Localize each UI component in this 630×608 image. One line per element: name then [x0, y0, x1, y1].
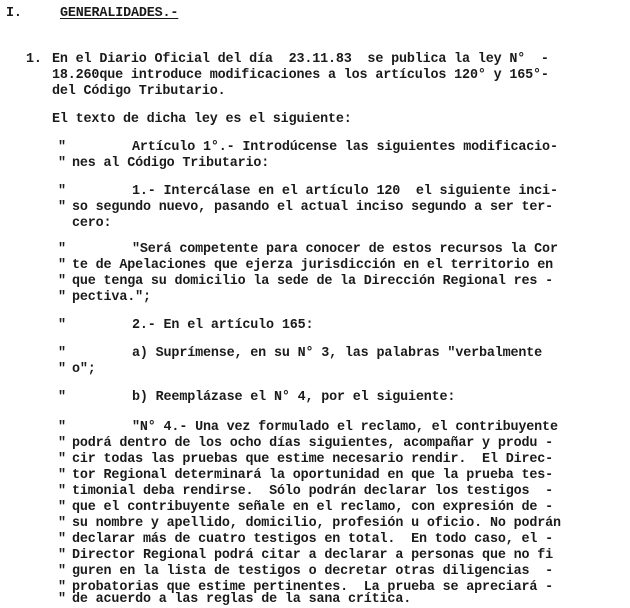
intro-text: El texto de dicha ley es el siguiente: — [52, 112, 352, 127]
item1-line-3: del Código Tributario. — [52, 84, 226, 99]
mod1-text-line-4: pectiva."; — [72, 290, 151, 305]
quote-mark: " — [58, 156, 67, 171]
n4-line-9: Director Regional podrá citar a declarar a personas que no fi — [72, 548, 554, 563]
n4-line-12: de acuerdo a las reglas de la sana crítica. — [72, 592, 412, 607]
mod2a-line-1: a) Suprímense, en su N° 3, las palabras "verbalmente — [132, 346, 543, 361]
quote-mark: " — [58, 274, 67, 289]
quote-mark: " — [58, 532, 67, 547]
mod2-line: 2.- En el artículo 165: — [132, 318, 314, 333]
quote-mark: " — [58, 290, 67, 305]
quote-mark: " — [58, 548, 67, 563]
quote-mark: " — [58, 452, 67, 467]
quote-mark: " — [58, 592, 67, 607]
article-line-1: Artículo 1°.- Introdúcense las siguientes modificacio- — [132, 140, 558, 155]
n4-line-7: su nombre y apellido, domicilio, profesión u oficio. No podrán — [72, 516, 561, 531]
item-number: 1. — [26, 52, 42, 67]
quote-mark: " — [58, 258, 67, 273]
quote-mark: " — [58, 318, 67, 333]
quote-mark: " — [58, 564, 67, 579]
section-numeral: I. — [6, 6, 22, 21]
quote-mark: " — [58, 346, 67, 361]
quote-mark: " — [58, 436, 67, 451]
n4-line-3: cir todas las pruebas que estime necesario rendir. El Direc- — [72, 452, 554, 467]
quote-mark: " — [58, 140, 67, 155]
mod1-text-line-2: te de Apelaciones que ejerza jurisdicción en el territorio en — [72, 258, 554, 273]
quote-mark: " — [58, 500, 67, 515]
n4-line-6: que el contribuyente señale en el reclamo, con expresión de - — [72, 500, 554, 515]
quote-mark: " — [58, 580, 67, 595]
quote-mark: " — [58, 484, 67, 499]
quote-mark: " — [58, 420, 67, 435]
mod1-line-2: so segundo nuevo, pasando el actual inciso segundo a ser ter- — [72, 200, 554, 215]
quote-mark: " — [58, 390, 67, 405]
item1-line-1: En el Diario Oficial del día 23.11.83 se publica la ley N° - — [52, 52, 549, 67]
mod2a-line-2: o"; — [72, 362, 96, 377]
n4-line-5: timonial deba rendirse. Sólo podrán declarar los testigos - — [72, 484, 554, 499]
mod1-line-3: cero: — [72, 216, 112, 231]
quote-mark: " — [58, 184, 67, 199]
article-line-2: nes al Código Tributario: — [72, 156, 270, 171]
n4-line-1: "N° 4.- Una vez formulado el reclamo, el contribuyente — [132, 420, 558, 435]
n4-line-4: tor Regional determinará la oportunidad en que la prueba tes- — [72, 468, 554, 483]
quote-mark: " — [58, 200, 67, 215]
n4-line-10: guren en la lista de testigos o decretar otras diligencias - — [72, 564, 554, 579]
quote-mark: " — [58, 516, 67, 531]
quote-mark: " — [58, 242, 67, 257]
quote-mark: " — [58, 362, 67, 377]
mod2b-line: b) Reemplázase el N° 4, por el siguiente: — [132, 390, 456, 405]
item1-line-2: 18.260que introduce modificaciones a los artículos 120° y 165°- — [52, 68, 549, 83]
mod1-text-line-1: "Será competente para conocer de estos recursos la Cor — [132, 242, 558, 257]
n4-line-8: declarar más de cuatro testigos en total. En todo caso, el - — [72, 532, 554, 547]
section-title: GENERALIDADES.- — [60, 6, 179, 21]
mod1-text-line-3: que tenga su domicilio la sede de la Dirección Regional res - — [72, 274, 554, 289]
n4-line-2: podrá dentro de los ocho días siguientes, acompañar y produ - — [72, 436, 554, 451]
mod1-line-1: 1.- Intercálase en el artículo 120 el siguiente inci- — [132, 184, 558, 199]
n4-line-11: probatorias que estime pertinentes. La prueba se apreciará - — [72, 580, 554, 595]
quote-mark: " — [58, 468, 67, 483]
